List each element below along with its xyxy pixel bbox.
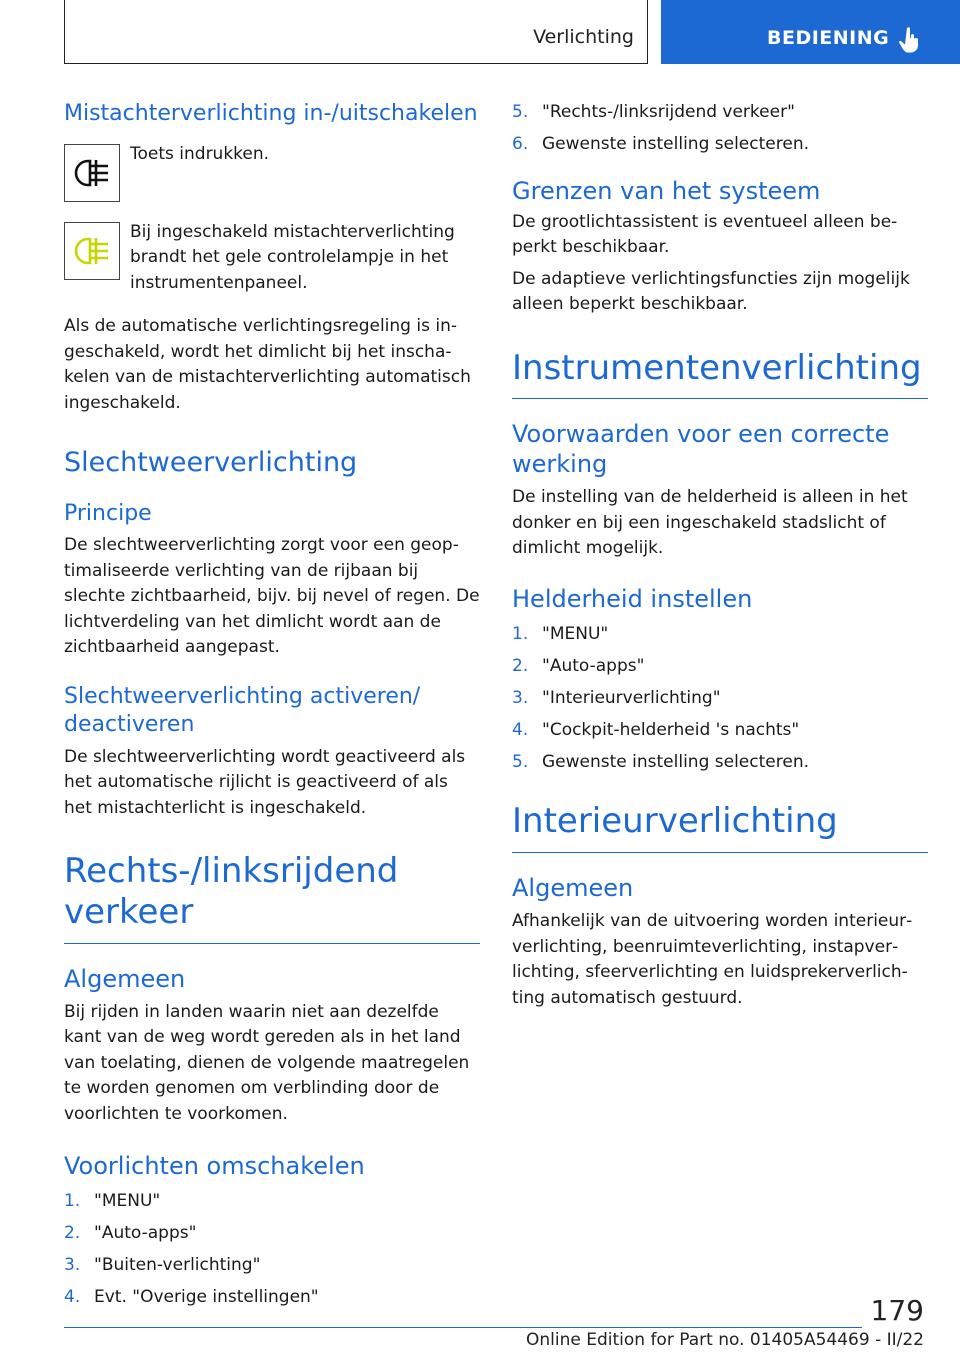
list-item: 5. "Rechts-/linksrijdend verkeer"	[512, 102, 795, 122]
footer-divider	[64, 1327, 862, 1328]
header-section-title: Verlichting	[533, 26, 634, 48]
switch-steps-list-continued	[512, 100, 928, 158]
list-item: 3. "Interieurverlichting"	[512, 687, 721, 708]
page-number: 179	[870, 1294, 924, 1327]
header-chapter-label: BEDIENING	[767, 27, 890, 49]
bad-weather-heading: Slechtweerverlichting	[64, 447, 358, 478]
rear-fog-light-button-icon	[64, 144, 120, 202]
list-item: 2. "Auto-apps"	[64, 1223, 197, 1244]
limits-paragraph-2: De adaptieve verlichtingsfuncties zijn mogelijk alleen beperkt beschikbaar.	[512, 268, 910, 314]
principle-heading: Principe	[64, 500, 152, 526]
fog-heading: Mistachterverlichting in-/uitschakelen	[64, 101, 478, 126]
limits-paragraph-1: De grootlichtassistent is eventueel alleen beperkt beschikbaar.	[512, 211, 898, 257]
limits-heading: Grenzen van het systeem	[512, 176, 821, 205]
brightness-steps-list	[512, 622, 928, 776]
activate-paragraph: De slechtweerverlichting wordt geactiveerd als het automatische rijlicht is geactiveerd of als het mistachterlicht is ingeschakeld.	[64, 746, 466, 818]
list-item: 5. Gewenste instelling selecteren.	[512, 751, 809, 772]
left-column	[64, 96, 480, 1317]
fog-indicator-row	[64, 220, 480, 297]
interior-heading: Interieurverlichting	[512, 801, 928, 853]
instrument-heading: Instrumentenverlichting	[512, 348, 928, 400]
list-item: 4. Evt. "Overige instellingen"	[64, 1287, 319, 1308]
header-chapter-tab	[661, 0, 960, 64]
list-item: 1. "MENU"	[512, 623, 609, 644]
interior-paragraph: Afhankelijk van de uitvoering worden interieurverlichting, beenruimteverlichting, instapverlichting, sfeerverlichting en luidsprekerverlichting automatisch gestuurd.	[512, 911, 913, 1008]
general-heading: Algemeen	[64, 964, 186, 993]
right-column	[512, 96, 928, 1011]
general-paragraph: Bij rijden in landen waarin niet aan dezelfde kant van de weg wordt gereden als in het land van toelating, dienen de volgende maatregelen te worden genomen om verblinding door de voorlichten te voorkomen.	[64, 1001, 470, 1124]
list-item: 3. "Buiten-verlichting"	[64, 1255, 261, 1276]
traffic-heading: Rechts-/linksrijdend verkeer	[64, 851, 480, 944]
switch-heading: Voorlichten omschakelen	[64, 1152, 365, 1181]
rear-fog-light-indicator-icon	[64, 222, 120, 280]
list-item: 4. "Cockpit-helderheid 's nachts"	[512, 719, 800, 740]
brightness-heading: Helderheid instellen	[512, 584, 753, 613]
activate-heading: Slechtweerverlichting activeren/ deactiveren	[64, 683, 421, 737]
list-item: 6. Gewenste instelling selecteren.	[512, 134, 809, 154]
conditions-paragraph: De instelling van de helderheid is alleen in het donker en bij een ingeschakeld stadslicht of dimlicht mogelijk.	[512, 487, 908, 559]
list-item: 1. "MENU"	[64, 1191, 161, 1212]
conditions-heading: Voorwaarden voor een correcte werking	[512, 420, 890, 479]
principle-paragraph: De slechtweerverlichting zorgt voor een geoptimaliseerde verlichting van de rijbaan bij slechte zichtbaarheid, bijv. bij nevel of regen. De lichtverdeling van het dimlicht wordt aan de zichtbaarheid aangepast.	[64, 535, 480, 658]
hand-pointer-icon	[898, 26, 922, 54]
switch-steps-list	[64, 1189, 480, 1311]
list-item: 2. "Auto-apps"	[512, 655, 645, 676]
fog-paragraph: Als de automatische verlichtingsregeling is ingeschakeld, wordt het dimlicht bij het inschakelen van de mistachterverlichting automatisch ingeschakeld.	[64, 316, 471, 413]
fog-button-row	[64, 142, 480, 202]
fog-button-text: Toets indrukken.	[130, 143, 270, 164]
interior-general-heading: Algemeen	[512, 874, 634, 903]
fog-indicator-text: Bij ingeschakeld mistachterverlichting brandt het gele controlelampje in het instrumentenpaneel.	[130, 221, 455, 293]
footer-edition: Online Edition for Part no. 01405A54469 - II/22	[525, 1330, 924, 1350]
